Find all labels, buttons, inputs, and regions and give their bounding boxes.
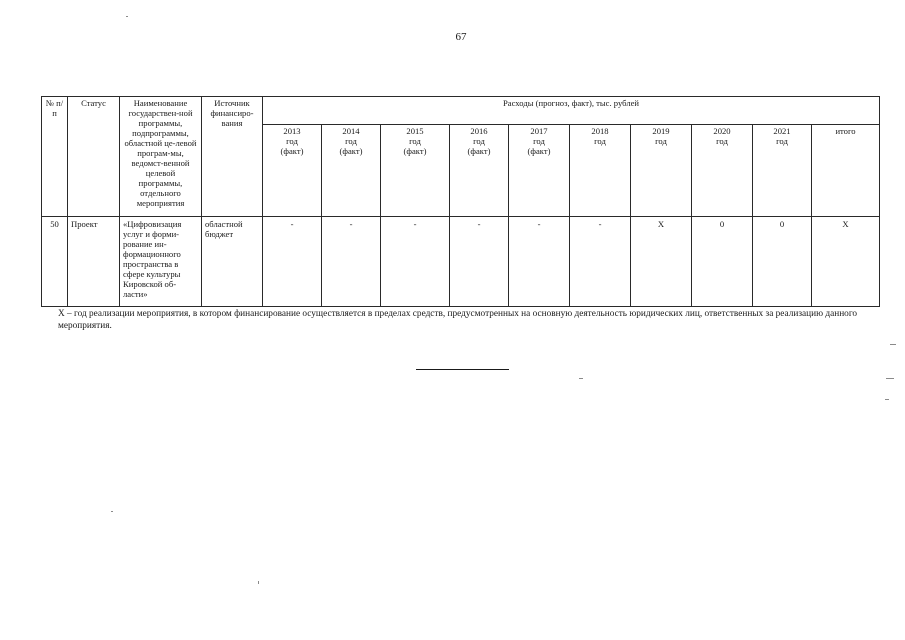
header-name: Наименование государствен-ной программы, подпрограммы, областной це-левой програм-мы, ведомст-венной целевой программы, отдельного мероприятия xyxy=(120,97,202,217)
year-note: (факт) xyxy=(467,146,491,157)
cell-status: Проект xyxy=(68,217,120,307)
year-unit: год xyxy=(716,136,728,147)
cell-value-2021: 0 xyxy=(753,217,812,307)
cell-value-2016: - xyxy=(450,217,509,307)
scan-speck xyxy=(111,511,113,512)
header-status: Статус xyxy=(68,97,120,217)
cell-value-2020: 0 xyxy=(692,217,753,307)
year-value: 2013 xyxy=(283,126,301,136)
year-unit: год xyxy=(286,136,298,147)
scan-speck xyxy=(126,16,128,17)
header-source: Источник финансиро-вания xyxy=(202,97,263,217)
footnote: X – год реализации мероприятия, в котором финансирование осуществляется в пределах средств, предусмотренных на основную деятельность юридических лиц, ответственных за реализацию данного мероприятия. xyxy=(58,309,858,331)
cell-value-2018: - xyxy=(570,217,631,307)
cell-source: областной бюджет xyxy=(202,217,263,307)
scan-speck xyxy=(885,399,889,400)
year-header-2019 xyxy=(631,125,692,217)
year-header-2013 xyxy=(263,125,322,217)
year-value: 2020 xyxy=(713,126,731,136)
year-header-2017 xyxy=(509,125,570,217)
scan-speck xyxy=(258,581,259,584)
year-value: 2015 xyxy=(406,126,424,136)
year-value: 2018 xyxy=(591,126,609,136)
cell-num: 50 xyxy=(42,217,68,307)
year-value: 2016 xyxy=(470,126,488,136)
year-header-2020 xyxy=(692,125,753,217)
year-header-2016 xyxy=(450,125,509,217)
cell-total: X xyxy=(812,217,880,307)
cell-value-2019: X xyxy=(631,217,692,307)
cell-value-2014: - xyxy=(322,217,381,307)
year-note: (факт) xyxy=(403,146,427,157)
year-note: (факт) xyxy=(527,146,551,157)
expenses-table xyxy=(41,96,880,307)
scan-speck xyxy=(886,378,894,379)
year-unit: год xyxy=(473,136,485,147)
year-unit: год xyxy=(594,136,606,147)
year-header-2021 xyxy=(753,125,812,217)
year-unit: год xyxy=(345,136,357,147)
year-note: (факт) xyxy=(280,146,304,157)
scan-speck xyxy=(890,344,896,345)
year-value: 2014 xyxy=(342,126,360,136)
cell-name: «Цифровизация услуг и форми-рование ин-формационного пространства в сфере культуры Кировской об-ласти» xyxy=(120,217,202,307)
table-row xyxy=(42,217,880,307)
separator-line xyxy=(416,369,509,370)
cell-value-2013: - xyxy=(263,217,322,307)
year-header-2015 xyxy=(381,125,450,217)
cell-value-2017: - xyxy=(509,217,570,307)
year-value: 2017 xyxy=(530,126,548,136)
cell-value-2015: - xyxy=(381,217,450,307)
year-value: 2021 xyxy=(773,126,791,136)
year-unit: год xyxy=(533,136,545,147)
year-unit: год xyxy=(655,136,667,147)
year-value: 2019 xyxy=(652,126,670,136)
year-header-2014 xyxy=(322,125,381,217)
year-header-2018 xyxy=(570,125,631,217)
header-num: № п/п xyxy=(42,97,68,217)
header-total: итого xyxy=(812,125,880,217)
scan-speck xyxy=(579,378,583,379)
header-expenses: Расходы (прогноз, факт), тыс. рублей xyxy=(263,97,880,125)
year-unit: год xyxy=(409,136,421,147)
year-note: (факт) xyxy=(339,146,363,157)
year-unit: год xyxy=(776,136,788,147)
page-number: 67 xyxy=(455,31,467,43)
